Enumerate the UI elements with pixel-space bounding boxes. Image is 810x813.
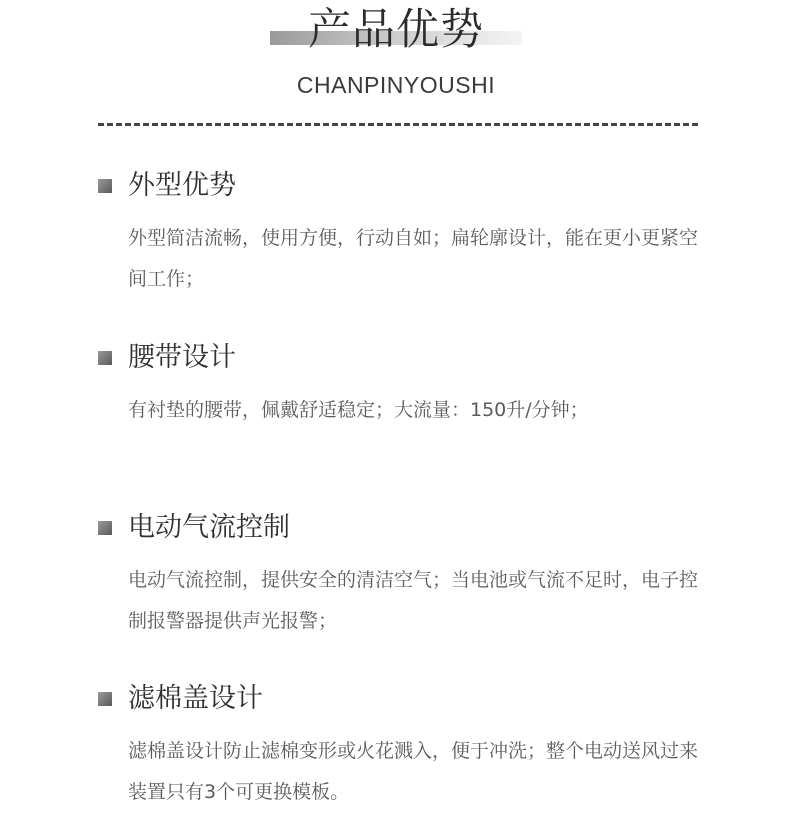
section-body: 电动气流控制，提供安全的清洁空气；当电池或气流不足时，电子控制报警器提供声光报警； bbox=[128, 569, 699, 632]
feature-section-appearance bbox=[98, 166, 708, 300]
section-body: 外型简洁流畅，使用方便，行动自如；扁轮廓设计，能在更小更紧空间工作； bbox=[128, 227, 699, 290]
page-title: 产品优势 bbox=[308, 5, 484, 55]
section-body: 有衬垫的腰带，佩戴舒适稳定；大流量：150升/分钟； bbox=[128, 399, 589, 421]
section-heading bbox=[98, 166, 708, 206]
section-heading bbox=[98, 508, 708, 548]
dashed-divider bbox=[98, 123, 698, 126]
section-heading bbox=[98, 679, 708, 719]
square-bullet-icon bbox=[98, 179, 112, 193]
square-bullet-icon bbox=[98, 521, 112, 535]
square-bullet-icon bbox=[98, 351, 112, 365]
section-title: 外型优势 bbox=[128, 170, 236, 201]
section-title: 电动气流控制 bbox=[128, 512, 290, 543]
section-body: 滤棉盖设计防止滤棉变形或火花溅入，便于冲洗；整个电动送风过来装置只有3个可更换模板。 bbox=[128, 740, 699, 803]
square-bullet-icon bbox=[98, 692, 112, 706]
section-title: 腰带设计 bbox=[128, 342, 236, 373]
feature-section-belt bbox=[98, 338, 708, 431]
feature-section-airflow bbox=[98, 508, 708, 642]
section-title: 滤棉盖设计 bbox=[128, 683, 263, 714]
page-subtitle: CHANPINYOUSHI bbox=[296, 72, 496, 98]
feature-section-filter-cover bbox=[98, 679, 708, 813]
page-header bbox=[0, 0, 810, 140]
section-heading bbox=[98, 338, 708, 378]
